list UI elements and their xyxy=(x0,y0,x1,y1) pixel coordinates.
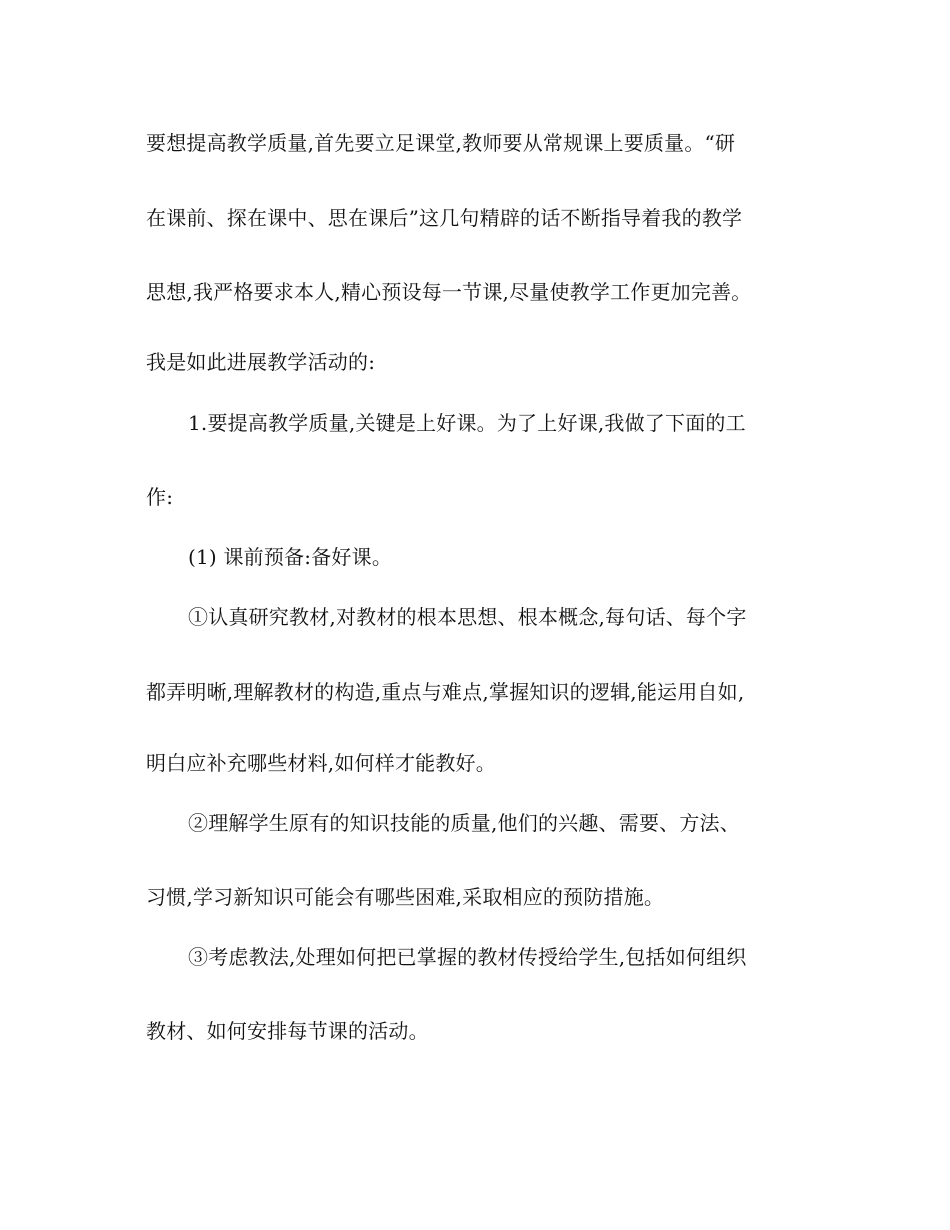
list-item-line: ①认真研究教材,对教材的根本思想、根本概念,每句话、每个字 xyxy=(188,605,747,629)
paragraph-line: 作: xyxy=(146,485,174,509)
paragraph-line: 都弄明晰,理解教材的构造,重点与难点,掌握知识的逻辑,能运用自如, xyxy=(146,680,745,704)
paragraph-line: 教材、如何安排每节课的活动。 xyxy=(146,1019,429,1043)
list-item-line: ②理解学生原有的知识技能的质量,他们的兴趣、需要、方法、 xyxy=(188,811,740,835)
paragraph-line: 明白应补充哪些材料,如何样才能教好。 xyxy=(146,751,496,775)
list-item-line: ③考虑教法,处理如何把已掌握的教材传授给学生,包括如何组织 xyxy=(188,945,747,969)
paragraph-line: 我是如此进展教学活动的: xyxy=(146,350,376,374)
paragraph-line: 习惯,学习新知识可能会有哪些困难,采取相应的预防措施。 xyxy=(146,885,665,909)
subheading-line: (1) 课前预备:备好课。 xyxy=(188,545,393,569)
paragraph-line: 思想,我严格要求本人,精心预设每一节课,尽量使教学工作更加完善。 xyxy=(146,280,752,304)
paragraph-line: 要想提高教学质量,首先要立足课堂,教师要从常规课上要质量。“研 xyxy=(146,131,736,155)
paragraph-line: 在课前、探在课中、思在课后”这几句精辟的话不断指导着我的教学 xyxy=(146,206,743,230)
list-item-line: 1.要提高教学质量,关键是上好课。为了上好课,我做了下面的工 xyxy=(188,411,746,435)
